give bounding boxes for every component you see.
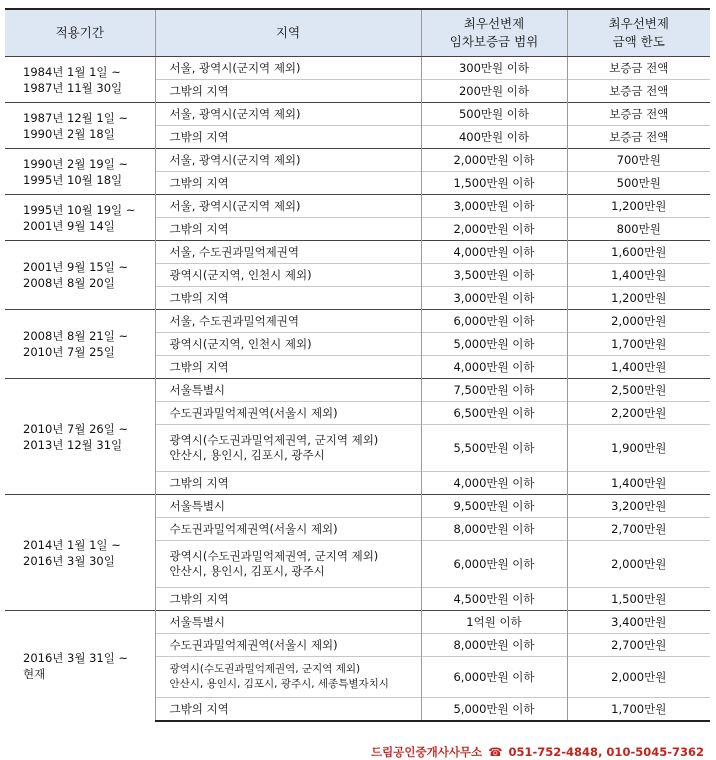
period-cell <box>5 57 155 103</box>
limit-cell: 2,000만원 <box>567 541 710 588</box>
deposit-cell: 6,000만원 이하 <box>421 657 567 698</box>
limit-cell: 1,200만원 <box>567 195 710 218</box>
table-header <box>5 9 710 57</box>
deposit-cell: 9,500만원 이하 <box>421 495 567 518</box>
table-row <box>5 241 710 264</box>
period-line: 1995년 10월 19일 ~ <box>23 202 136 217</box>
region-line: 광역시(수도권과밀억제권역, 군지역 제외) <box>169 663 361 675</box>
region-line: 그밖의 지역 <box>169 290 229 305</box>
region-line: 서울, 수도권과밀억제권역 <box>169 244 300 259</box>
limit-cell: 1,700만원 <box>567 698 710 722</box>
region-line: 서울, 광역시(군지역 제외) <box>169 152 301 167</box>
office-name: 드림공인중개사사무소 <box>371 745 483 759</box>
period-line: 1987년 12월 1일 ~ <box>23 110 129 125</box>
limit-cell: 보증금 전액 <box>567 80 710 103</box>
period-line: 2016년 3월 31일 ~ <box>23 651 129 665</box>
table-row <box>5 310 710 333</box>
region-cell <box>155 425 421 472</box>
region-line: 그밖의 지역 <box>169 175 229 190</box>
region-cell <box>155 379 421 402</box>
period-line: 1987년 11월 30일 <box>23 80 123 95</box>
limit-cell: 1,900만원 <box>567 425 710 472</box>
region-line: 그밖의 지역 <box>169 221 229 236</box>
region-cell <box>155 218 421 241</box>
table-row <box>5 611 710 634</box>
period-cell <box>5 103 155 149</box>
region-cell <box>155 657 421 698</box>
region-line: 서울특별시 <box>169 498 226 513</box>
limit-cell: 보증금 전액 <box>567 57 710 80</box>
period-line: 2016년 3월 30일 <box>23 553 115 568</box>
period-line: 1990년 2월 18일 <box>23 126 115 141</box>
deposit-cell: 4,000만원 이하 <box>421 356 567 379</box>
limit-cell: 1,400만원 <box>567 264 710 287</box>
deposit-cell: 7,500만원 이하 <box>421 379 567 402</box>
period-line: 2008년 8월 21일 ~ <box>23 329 129 343</box>
limit-cell: 2,700만원 <box>567 518 710 541</box>
region-cell <box>155 172 421 195</box>
deposit-cell: 4,500만원 이하 <box>421 588 567 611</box>
period-line: 1984년 1월 1일 ~ <box>23 64 121 79</box>
period-cell <box>5 379 155 495</box>
deposit-cell: 3,500만원 이하 <box>421 264 567 287</box>
region-line: 광역시(수도권과밀억제권역, 군지역 제외) <box>169 549 379 563</box>
deposit-cell: 300만원 이하 <box>421 57 567 80</box>
limit-cell: 1,500만원 <box>567 588 710 611</box>
period-line: 1990년 2월 19일 ~ <box>23 156 129 171</box>
deposit-cell: 2,000만원 이하 <box>421 149 567 172</box>
region-cell <box>155 356 421 379</box>
phone-icon: ☎ <box>488 745 503 759</box>
limit-cell: 1,600만원 <box>567 241 710 264</box>
region-line: 그밖의 지역 <box>169 701 229 716</box>
period-cell <box>5 310 155 379</box>
region-cell <box>155 634 421 657</box>
period-cell <box>5 149 155 195</box>
table-row <box>5 495 710 518</box>
deposit-cell: 1,500만원 이하 <box>421 172 567 195</box>
limit-cell: 800만원 <box>567 218 710 241</box>
region-line: 안산시, 용인시, 김포시, 광주시 <box>169 448 325 462</box>
deposit-cell: 200만원 이하 <box>421 80 567 103</box>
region-line: 서울특별시 <box>169 614 226 629</box>
region-cell <box>155 698 421 722</box>
region-line: 서울, 광역시(군지역 제외) <box>169 60 301 75</box>
limit-cell: 2,500만원 <box>567 379 710 402</box>
footer-contact <box>371 744 704 760</box>
region-line: 서울, 수도권과밀억제권역 <box>169 313 300 328</box>
table-row <box>5 57 710 80</box>
region-line: 서울, 광역시(군지역 제외) <box>169 198 301 213</box>
period-line: 2008년 8월 20일 <box>23 276 115 290</box>
region-line: 서울특별시 <box>169 382 226 397</box>
period-line: 2001년 9월 14일 <box>23 218 115 233</box>
period-line: 현재 <box>23 667 46 681</box>
deposit-cell: 3,000만원 이하 <box>421 287 567 310</box>
header-limit-line: 최우선변제 <box>608 16 669 31</box>
region-cell <box>155 333 421 356</box>
period-cell <box>5 611 155 722</box>
region-line: 광역시(군지역, 인천시 제외) <box>169 267 312 282</box>
region-line: 광역시(군지역, 인천시 제외) <box>169 336 312 351</box>
region-cell <box>155 80 421 103</box>
region-line: 그밖의 지역 <box>169 83 229 98</box>
limit-cell: 3,400만원 <box>567 611 710 634</box>
limit-cell: 1,400만원 <box>567 356 710 379</box>
limit-cell: 500만원 <box>567 172 710 195</box>
region-line: 그밖의 지역 <box>169 129 229 144</box>
deposit-cell: 1억원 이하 <box>421 611 567 634</box>
limit-cell: 2,000만원 <box>567 657 710 698</box>
limit-cell: 보증금 전액 <box>567 103 710 126</box>
deposit-cell: 4,000만원 이하 <box>421 241 567 264</box>
region-line: 그밖의 지역 <box>169 359 229 374</box>
deposit-cell: 4,000만원 이하 <box>421 472 567 495</box>
period-cell <box>5 495 155 611</box>
region-cell <box>155 495 421 518</box>
limit-cell: 보증금 전액 <box>567 126 710 149</box>
period-line: 1995년 10월 18일 <box>23 172 123 187</box>
region-cell <box>155 310 421 333</box>
table-row <box>5 195 710 218</box>
table-body <box>5 57 710 722</box>
limit-cell: 2,200만원 <box>567 402 710 425</box>
region-cell <box>155 264 421 287</box>
region-cell <box>155 287 421 310</box>
region-line: 안산시, 용인시, 김포시, 광주시, 세종특별자치시 <box>169 678 389 690</box>
region-cell <box>155 126 421 149</box>
deposit-cell: 8,000만원 이하 <box>421 634 567 657</box>
deposit-cell: 5,500만원 이하 <box>421 425 567 472</box>
limit-cell: 3,200만원 <box>567 495 710 518</box>
region-cell <box>155 57 421 80</box>
header-deposit-line: 임차보증금 범위 <box>449 34 539 49</box>
region-cell <box>155 611 421 634</box>
deposit-cell: 6,000만원 이하 <box>421 310 567 333</box>
limit-cell: 2,700만원 <box>567 634 710 657</box>
deposit-cell: 8,000만원 이하 <box>421 518 567 541</box>
deposit-cell: 500만원 이하 <box>421 103 567 126</box>
region-cell <box>155 588 421 611</box>
table-row <box>5 379 710 402</box>
region-cell <box>155 402 421 425</box>
period-line: 2001년 9월 15일 ~ <box>23 260 129 274</box>
region-line: 그밖의 지역 <box>169 475 229 490</box>
period-cell <box>5 241 155 310</box>
period-line: 2010년 7월 26일 ~ <box>23 421 129 436</box>
limit-cell: 1,400만원 <box>567 472 710 495</box>
limit-cell: 1,200만원 <box>567 287 710 310</box>
deposit-cell: 5,000만원 이하 <box>421 698 567 722</box>
period-line: 2013년 12월 31일 <box>23 437 123 452</box>
header-limit-line: 금액 한도 <box>612 34 665 49</box>
region-cell <box>155 472 421 495</box>
deposit-cell: 6,500만원 이하 <box>421 402 567 425</box>
document <box>5 8 710 759</box>
header-region: 지역 <box>155 9 421 57</box>
region-cell <box>155 195 421 218</box>
deposit-cell: 400만원 이하 <box>421 126 567 149</box>
header-period: 적용기간 <box>5 9 155 57</box>
region-line: 수도권과밀억제권역(서울시 제외) <box>169 405 338 420</box>
deposit-cell: 3,000만원 이하 <box>421 195 567 218</box>
limit-cell: 700만원 <box>567 149 710 172</box>
region-line: 수도권과밀억제권역(서울시 제외) <box>169 521 338 536</box>
region-line: 서울, 광역시(군지역 제외) <box>169 106 301 121</box>
header-deposit <box>421 9 567 57</box>
region-line: 그밖의 지역 <box>169 591 229 606</box>
region-line: 수도권과밀억제권역(서울시 제외) <box>169 637 338 652</box>
limit-cell: 2,000만원 <box>567 310 710 333</box>
region-cell <box>155 518 421 541</box>
deposit-cell: 5,000만원 이하 <box>421 333 567 356</box>
limit-cell: 1,700만원 <box>567 333 710 356</box>
header-limit <box>567 9 710 57</box>
region-cell <box>155 541 421 588</box>
header-deposit-line: 최우선변제 <box>463 16 525 31</box>
region-line: 광역시(수도권과밀억제권역, 군지역 제외) <box>169 433 379 447</box>
priority-repayment-table <box>5 8 710 722</box>
region-line: 안산시, 용인시, 김포시, 광주시 <box>169 564 325 578</box>
region-cell <box>155 241 421 264</box>
period-line: 2014년 1월 1일 ~ <box>23 537 121 552</box>
region-cell <box>155 103 421 126</box>
region-cell <box>155 149 421 172</box>
deposit-cell: 2,000만원 이하 <box>421 218 567 241</box>
period-line: 2010년 7월 25일 <box>23 345 115 359</box>
table-row <box>5 149 710 172</box>
deposit-cell: 6,000만원 이하 <box>421 541 567 588</box>
table-row <box>5 103 710 126</box>
phone-numbers: 051-752-4848, 010-5045-7362 <box>508 745 704 759</box>
period-cell <box>5 195 155 241</box>
